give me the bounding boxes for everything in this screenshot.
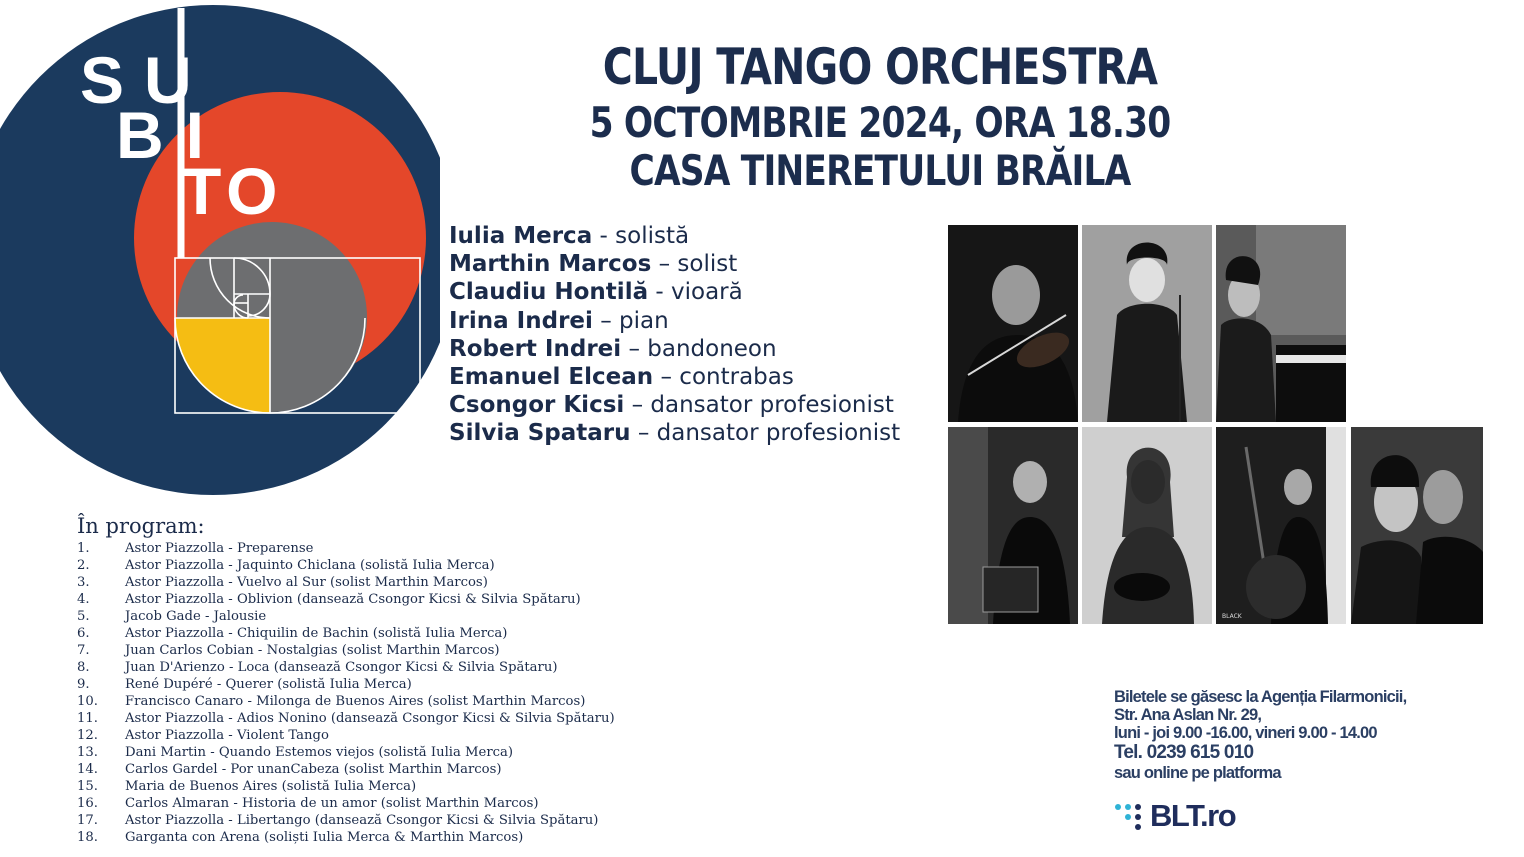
program-item-number: 1. — [77, 541, 90, 556]
program-item — [77, 761, 615, 778]
program-item — [77, 608, 615, 625]
tickets-line-3: luni - joi 9.00 -16.00, vineri 9.00 - 14.00 — [1114, 724, 1377, 742]
tickets-line-2: Str. Ana Aslan Nr. 29, — [1114, 706, 1262, 724]
program-item — [77, 795, 615, 812]
photo-singer-female — [1082, 225, 1212, 422]
program-list — [77, 540, 615, 846]
photo-pianist — [1216, 225, 1346, 422]
performer-role: – bandoneon — [621, 335, 777, 362]
logo-text-bi: BI — [116, 98, 226, 172]
program-item — [77, 557, 615, 574]
program-item-text: Astor Piazzolla - Jaquinto Chiclana (solistă Iulia Merca) — [125, 558, 495, 573]
program-item-number: 7. — [77, 643, 90, 658]
program-item-text: Garganta con Arena (soliști Iulia Merca & Marthin Marcos) — [125, 830, 524, 845]
program-item-text: Astor Piazzolla - Preparense — [125, 541, 314, 556]
photo-dancers-couple — [1351, 427, 1483, 624]
program-item-text: Juan D'Arienzo - Loca (dansează Csongor Kicsi & Silvia Spătaru) — [125, 660, 558, 675]
logo-text-su: SU — [80, 43, 212, 117]
program-item-number: 5. — [77, 609, 90, 624]
program-item-number: 6. — [77, 626, 90, 641]
program-item — [77, 642, 615, 659]
program-item — [77, 676, 615, 693]
performer-name: Silvia Spataru — [449, 420, 631, 447]
blt-dots-icon — [1114, 801, 1154, 837]
event-date-time: 5 OCTOMBRIE 2024, ORA 18.30 — [589, 98, 1171, 147]
performer-role: - vioară — [648, 279, 743, 306]
logo-text-to: TO — [181, 154, 284, 228]
program-item-number: 18. — [77, 830, 98, 845]
program-item-text: Astor Piazzolla - Oblivion (dansează Csongor Kicsi & Silvia Spătaru) — [125, 592, 581, 607]
program-item — [77, 710, 615, 727]
program-item-number: 11. — [77, 711, 98, 726]
performers-list — [449, 222, 900, 448]
performer-item — [449, 250, 900, 278]
program-item-text: Maria de Buenos Aires (solistă Iulia Merca) — [125, 779, 417, 794]
event-title: CLUJ TANGO ORCHESTRA — [602, 38, 1158, 96]
program-item — [77, 625, 615, 642]
program-item-number: 15. — [77, 779, 98, 794]
program-item — [77, 829, 615, 846]
performer-role: – dansator profesionist — [624, 392, 894, 419]
performer-role: – pian — [592, 307, 669, 334]
program-item-text: Carlos Almaran - Historia de un amor (solist Marthin Marcos) — [125, 796, 539, 811]
program-item-number: 13. — [77, 745, 98, 760]
performer-item — [449, 419, 900, 447]
program-item-text: René Dupéré - Querer (solistă Iulia Merca) — [125, 677, 412, 692]
program-item-text: Carlos Gardel - Por unanCabeza (solist Marthin Marcos) — [125, 762, 502, 777]
photo-singer-male — [1082, 427, 1212, 624]
tickets-line-1: Biletele se găsesc la Agenția Filarmonicii, — [1114, 688, 1407, 706]
program-item — [77, 744, 615, 761]
program-item-number: 9. — [77, 677, 90, 692]
program-item-text: Astor Piazzolla - Violent Tango — [125, 728, 329, 743]
program-heading: În program: — [77, 514, 205, 538]
program-item — [77, 812, 615, 829]
program-item — [77, 778, 615, 795]
tickets-line-5: sau online pe platforma — [1114, 764, 1281, 782]
performer-role: – solist — [651, 251, 738, 278]
program-item-number: 16. — [77, 796, 98, 811]
program-item-number: 17. — [77, 813, 98, 828]
performer-item — [449, 335, 900, 363]
performer-item — [449, 222, 900, 250]
performer-role: – dansator profesionist — [630, 420, 901, 447]
blt-wordmark: BLT.ro — [1150, 798, 1236, 833]
program-item-text: Francisco Canaro - Milonga de Buenos Aires (solist Marthin Marcos) — [125, 694, 586, 709]
performer-name: Marthin Marcos — [449, 251, 652, 278]
program-item-number: 8. — [77, 660, 90, 675]
program-item-number: 14. — [77, 762, 98, 777]
performer-name: Irina Indrei — [449, 307, 593, 334]
photo-violinist — [948, 225, 1078, 422]
program-item-number: 12. — [77, 728, 98, 743]
performer-name: Robert Indrei — [449, 335, 622, 362]
program-item — [77, 574, 615, 591]
program-item — [77, 540, 615, 557]
blt-logo — [1114, 798, 1284, 838]
program-item — [77, 591, 615, 608]
performer-item — [449, 278, 900, 306]
photo-bandoneon-player — [948, 427, 1078, 624]
program-item-text: Astor Piazzolla - Adios Nonino (dansează Csongor Kicsi & Silvia Spătaru) — [125, 711, 615, 726]
program-item-number: 10. — [77, 694, 98, 709]
photo-double-bass-player — [1216, 427, 1346, 624]
program-item-number: 3. — [77, 575, 90, 590]
performer-role: - solistă — [592, 223, 690, 249]
tickets-phone: Tel. 0239 615 010 — [1114, 742, 1254, 763]
performer-name: Csongor Kicsi — [449, 392, 625, 419]
program-item-text: Astor Piazzolla - Vuelvo al Sur (solist Marthin Marcos) — [125, 575, 488, 590]
program-item-number: 2. — [77, 558, 90, 573]
performer-name: Claudiu Hontilă — [449, 279, 649, 306]
performer-name: Emanuel Elcean — [449, 363, 654, 390]
tickets-info — [1114, 688, 1514, 782]
program-item-text: Astor Piazzolla - Libertango (dansează Csongor Kicsi & Silvia Spătaru) — [125, 813, 599, 828]
performer-name: Iulia Merca — [449, 223, 593, 249]
subito-logo — [0, 0, 440, 500]
performer-item — [449, 363, 900, 391]
program-item-text: Dani Martin - Quando Estemos viejos (solistă Iulia Merca) — [125, 745, 514, 760]
program-item-text: Astor Piazzolla - Chiquilin de Bachin (solistă Iulia Merca) — [125, 626, 508, 641]
performer-role: – contrabas — [653, 363, 794, 390]
program-item — [77, 659, 615, 676]
photo-caption: BLACK — [1222, 613, 1242, 620]
program-item-text: Jacob Gade - Jalousie — [125, 609, 267, 624]
program-item — [77, 693, 615, 710]
performer-item — [449, 391, 900, 419]
event-venue: CASA TINERETULUI BRĂILA — [629, 146, 1131, 195]
program-item-text: Juan Carlos Cobian - Nostalgias (solist Marthin Marcos) — [125, 643, 500, 658]
performer-item — [449, 307, 900, 335]
program-item-number: 4. — [77, 592, 90, 607]
program-item — [77, 727, 615, 744]
